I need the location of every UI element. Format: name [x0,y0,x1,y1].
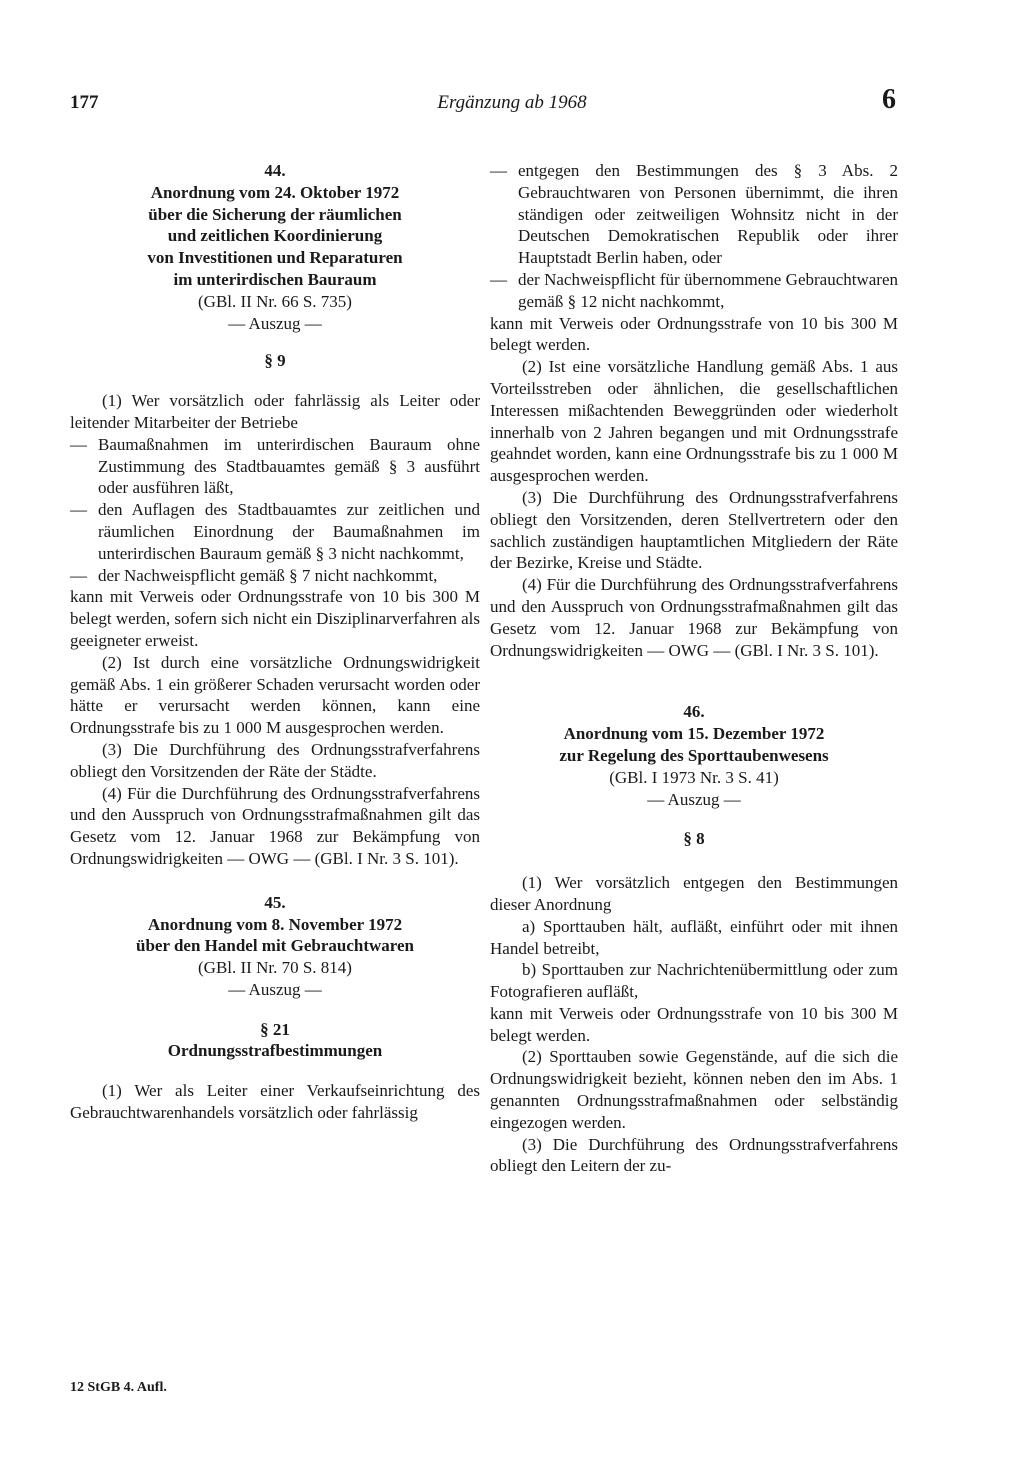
section-45-paragraph-title: Ordnungsstrafbestimmungen [167,1041,383,1061]
section-46-excerpt: — Auszug — [647,789,741,809]
section-44-excerpt: — Auszug — [228,313,322,333]
section-45-p1: (1) Wer als Leiter einer Verkaufseinrichtung des Gebrauchtwarenhandels vorsätzlich oder fahrlässig [70,1081,480,1123]
section-46-item-a: a) Sporttauben hält, aufläßt, einführt oder mit ihnen Handel betreibt, [490,916,898,958]
section-44-p4: (4) Für die Durchführung des Ordnungsstrafverfahrens und den Ausspruch von Ordnungsstrafmaßnahmen gilt das Gesetz vom 12. Januar 1968 zur Bekämpfung von Ordnungswidrigkeiten — OWG — (GBl. I Nr. 3 S. 101). [70,783,480,868]
section-46-paragraph-heading: § 8 [683,829,705,849]
section-45-excerpt: — Auszug — [228,979,322,999]
section-44-number: 44. [264,161,286,180]
section-44-item: — den Auflagen des Stadtbauamtes zur zeitlichen und räumlichen Einordnung der Baumaßnahmen im unterirdischen Bauraum gemäß § 3 nicht nachkommt, [70,499,480,564]
section-45-title-line: über den Handel mit Gebrauchtwaren [136,936,414,956]
section-46-p1-end: kann mit Verweis oder Ordnungsstrafe von 10 bis 300 M belegt werden. [490,1003,898,1045]
section-44-p2: (2) Ist durch eine vorsätzliche Ordnungswidrigkeit gemäß Abs. 1 ein größerer Schaden verursacht worden oder hätte er verursacht werden können, kann eine Ordnungsstrafe bis zu 1 000 M ausgesprochen werden. [70,652,480,738]
section-45-p2: (2) Ist eine vorsätzliche Handlung gemäß Abs. 1 aus Vorteilsstreben oder ähnlichen, die gesellschaftlichen Interessen mißachtenden Beweggründen oder wiederholt innerhalb von 2 Jahren begangen und mit Ordnungsstrafe geahndet worden, kann eine Ordnungsstrafe bis zu 1 000 M ausgesprochen werden. [490,357,898,486]
section-44-source: (GBl. II Nr. 66 S. 735) [198,291,352,311]
chapter-number: 6 [882,84,896,115]
section-46-p2: (2) Sporttauben sowie Gegenstände, auf die sich die Ordnungswidrigkeit bezieht, können neben den im Abs. 1 genannten Ordnungsstrafmaßnahmen oder selbständig eingezogen werden. [490,1047,898,1132]
section-46-p1: (1) Wer vorsätzlich entgegen den Bestimmungen dieser Anordnung [490,873,898,914]
section-44-p1-end: kann mit Verweis oder Ordnungsstrafe von 10 bis 300 M belegt werden, sofern sich nicht ein Disziplinarverfahren als geeigneter erweist. [70,587,480,650]
section-44-title-line: über die Sicherung der räumlichen [148,204,402,224]
section-45-p1-end: kann mit Verweis oder Ordnungsstrafe von 10 bis 300 M belegt werden. [490,313,898,355]
section-44-title-line: Anordnung vom 24. Oktober 1972 [150,182,400,202]
section-45-number: 45. [264,892,286,912]
section-44-p1: (1) Wer vorsätzlich oder fahrlässig als Leiter oder leitender Mitarbeiter der Betriebe [70,391,480,432]
left-column [70,160,480,1124]
section-45-paragraph-heading: § 21 [260,1019,290,1039]
section-44-paragraph-heading: § 9 [264,351,286,371]
section-44-title-line: und zeitlichen Koordinierung [167,226,383,246]
section-46-title-line: zur Regelung des Sporttaubenwesens [559,745,829,765]
section-44-title-line: im unterirdischen Bauraum [173,269,377,289]
section-45-p3: (3) Die Durchführung des Ordnungsstrafverfahrens obliegt den Vorsitzenden, deren Stellvertretern oder den sachlich zuständigen hauptamtlichen Mitgliedern der Räte der Bezirke, Kreise und Städte. [490,487,898,573]
section-45-p4: (4) Für die Durchführung des Ordnungsstrafverfahrens und den Ausspruch von Ordnungsstrafmaßnahmen gilt das Gesetz vom 12. Januar 1968 zur Bekämpfung von Ordnungswidrigkeiten — OWG — (GBl. I Nr. 3 S. 101). [490,575,898,660]
section-46-source: (GBl. I 1973 Nr. 3 S. 41) [609,767,779,787]
section-45-item: — der Nachweispflicht für übernommene Gebrauchtwaren gemäß § 12 nicht nachkommt, [490,269,898,313]
section-45-item: — entgegen den Bestimmungen des § 3 Abs. 2 Gebrauchtwaren von Personen übernimmt, die ihren ständigen oder zeitweiligen Wohnsitz nicht in der Deutschen Demokratischen Republik oder ihrer Hauptstadt Berlin haben, oder [490,160,898,269]
section-45-title-line: Anordnung vom 8. November 1972 [147,914,403,934]
section-44-item: — der Nachweispflicht gemäß § 7 nicht nachkommt, [70,565,480,587]
section-45-source: (GBl. II Nr. 70 S. 814) [198,958,352,978]
section-44-item: — Baumaßnahmen im unterirdischen Bauraum ohne Zustimmung des Stadtbauamtes gemäß § 3 ausführt oder ausführen läßt, [70,434,480,499]
section-46-number: 46. [683,702,705,722]
section-46-item-b: b) Sporttauben zur Nachrichtenübermittlung oder zum Fotografieren aufläßt, [490,960,898,1002]
section-46-p3: (3) Die Durchführung des Ordnungsstrafverfahrens obliegt den Leitern der zu- [490,1134,898,1176]
page-footer: 12 StGB 4. Aufl. [70,1380,167,1395]
section-44-p3: (3) Die Durchführung des Ordnungsstrafverfahrens obliegt den Vorsitzenden der Räte der Städte. [70,739,480,781]
section-44-title-line: von Investitionen und Reparaturen [147,248,403,268]
section-46-title-line: Anordnung vom 15. Dezember 1972 [563,724,825,744]
running-title: Ergänzung ab 1968 [437,92,587,113]
right-column [490,160,898,1177]
page-number: 177 [70,92,99,113]
